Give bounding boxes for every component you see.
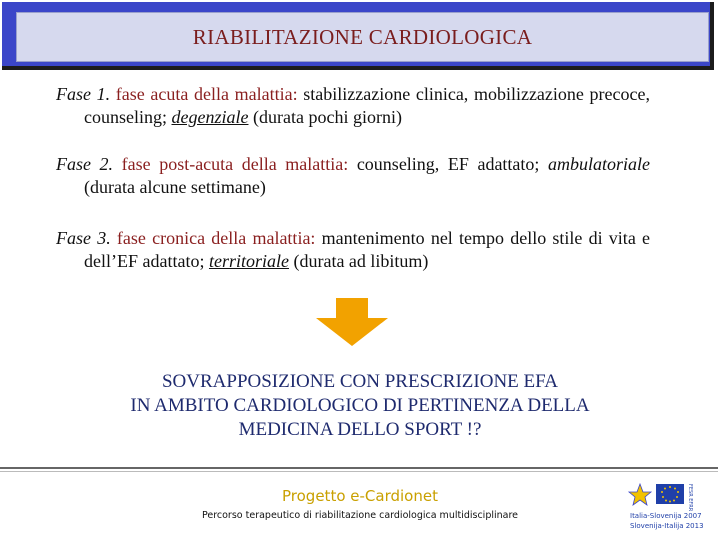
project-subtitle: Percorso terapeutico di riabilitazione cardiologica multidisciplinare (201, 510, 519, 521)
phase-duration: (durata alcune settimane) (84, 177, 266, 197)
conclusion-line-2: IN AMBITO CARDIOLOGICO DI PERTINENZA DELLA (130, 395, 590, 416)
slide-title (16, 12, 709, 62)
conclusion-line-1: SOVRAPPOSIZIONE CON PRESCRIZIONE EFA (161, 371, 559, 392)
footer-divider (0, 467, 718, 469)
logo-line-2: Slovenija-Italija 2013 (630, 522, 704, 530)
phase-label: Fase 3. (56, 228, 111, 248)
footer-divider-thin (0, 471, 718, 472)
project-title: Progetto e-Cardionet (282, 487, 438, 505)
phase-2 (56, 153, 650, 199)
phase-description: fase cronica della malattia: (116, 228, 316, 248)
phase-1 (56, 83, 650, 129)
phase-setting: territoriale (208, 251, 289, 271)
phase-3 (56, 227, 650, 273)
phase-text: counseling, EF adattato; (348, 154, 548, 174)
phase-setting: degenziale (171, 107, 249, 127)
logo-line-1: Italia-Slovenija 2007 (630, 512, 702, 520)
eu-program-logo (626, 478, 716, 534)
conclusion-line-3: MEDICINA DELLO SPORT !? (238, 419, 482, 440)
slide-title-text: RIABILITAZIONE CARDIOLOGICA (192, 24, 533, 49)
phase-text: stabilizzazione clinica, mobilizzazione precoce, counseling; (84, 84, 650, 127)
phase-label: Fase 2. (56, 154, 114, 174)
phase-text: mantenimento nel tempo dello stile di vita e dell’EF adattato; (84, 228, 650, 271)
down-arrow-icon (316, 298, 388, 346)
phase-label: Fase 1. (56, 84, 111, 104)
fesr-label: FESR EFRR (687, 484, 693, 512)
phase-description: fase acuta della malattia: (115, 84, 298, 104)
phase-duration: (durata ad libitum) (288, 251, 429, 271)
phase-duration: (durata pochi giorni) (248, 107, 402, 127)
phase-description: fase post-acuta della malattia: (121, 154, 349, 174)
conclusion-text (40, 370, 680, 442)
phase-setting: ambulatoriale (548, 154, 650, 174)
title-bar (2, 2, 714, 70)
